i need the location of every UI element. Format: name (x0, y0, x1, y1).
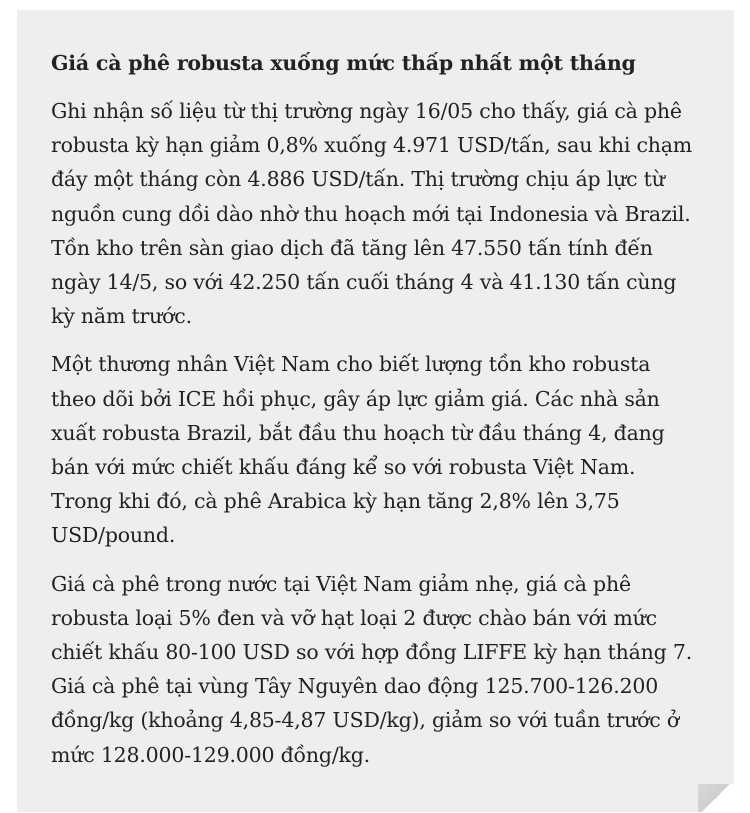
article-paragraph-3: Giá cà phê trong nước tại Việt Nam giảm nhẹ, giá cà phê robusta loại 5% đen và vỡ hạt loại 2 được chào bán với mức chiết khấu 80-100 USD so với hợp đồng LIFFE kỳ hạn tháng 7. Giá cà phê tại vùng Tây Nguyên dao động 125.700-126.200 đồng/kg (khoảng 4,85-4,87 USD/kg), giảm so với tuần trước ở mức 128.000-129.000 đồng/kg. (51, 571, 693, 767)
article-paragraph-1: Ghi nhận số liệu từ thị trường ngày 16/05 cho thấy, giá cà phê robusta kỳ hạn giảm 0,8% xuống 4.971 USD/tấn, sau khi chạm đáy một tháng còn 4.886 USD/tấn. Thị trường chịu áp lực từ nguồn cung dồi dào nhờ thu hoạch mới tại Indonesia và Brazil. Tồn kho trên sàn giao dịch đã tăng lên 47.550 tấn tính đến ngày 14/5, so với 42.250 tấn cuối tháng 4 và 41.130 tấn cùng kỳ năm trước. (51, 99, 693, 329)
article-title: Giá cà phê robusta xuống mức thấp nhất một tháng (51, 51, 636, 75)
article-note-box (17, 10, 734, 812)
page-curl-decoration (698, 784, 734, 812)
article-paragraph-2: Một thương nhân Việt Nam cho biết lượng tồn kho robusta theo dõi bởi ICE hồi phục, gây áp lực giảm giá. Các nhà sản xuất robusta Brazil, bắt đầu thu hoạch từ đầu tháng 4, đang bán với mức chiết khấu đáng kể so với robusta Việt Nam. Trong khi đó, cà phê Arabica kỳ hạn tăng 2,8% lên 3,75 USD/pound. (51, 352, 665, 548)
